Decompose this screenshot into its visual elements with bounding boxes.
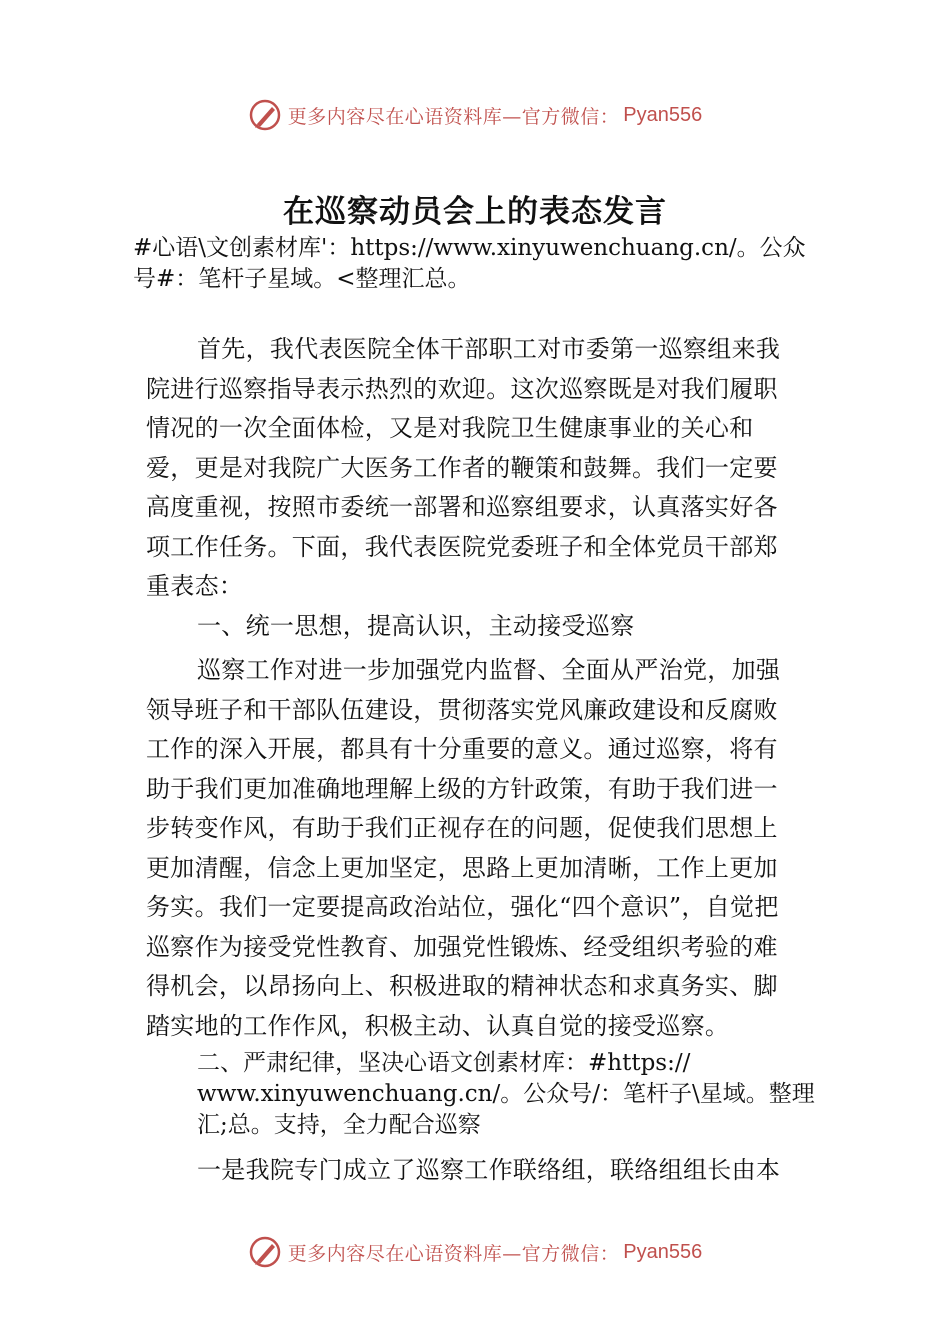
document-title: 在巡察动员会上的表态发言 xyxy=(283,194,667,230)
paragraph-line: 一是我院专门成立了巡察工作联络组，联络组组长由本 xyxy=(197,1156,781,1184)
paragraph-line: 步转变作风，有助于我们正视存在的问题，促使我们思想上 xyxy=(146,814,778,842)
paragraph-line: 院进行巡察指导表示热烈的欢迎。这次巡察既是对我们履职 xyxy=(146,375,778,403)
paragraph-line: 情况的一次全面体检，又是对我院卫生健康事业的关心和 xyxy=(146,414,754,442)
banner-text: 更多内容尽在心语资料库—官方微信： xyxy=(287,105,620,128)
paragraph-line: 更加清醒，信念上更加坚定，思路上更加清晰，工作上更加 xyxy=(146,854,778,882)
paragraph-line: 首先，我代表医院全体干部职工对市委第一巡察组来我 xyxy=(197,335,781,363)
paragraph-line: 重表态： xyxy=(146,572,244,600)
source-line: 号#：笔杆子星域。<整理汇总。 xyxy=(133,266,471,292)
header-banner xyxy=(0,95,950,135)
paragraph-line: 巡察工作对进一步加强党内监督、全面从严治党，加强 xyxy=(197,656,781,684)
paragraph-line: 领导班子和干部队伍建设，贯彻落实党风廉政建设和反腐败 xyxy=(146,696,778,724)
pen-logo-icon xyxy=(248,1235,282,1269)
paragraph-line: 高度重视，按照市委统一部署和巡察组要求，认真落实好各 xyxy=(146,493,778,521)
paragraph-line: 巡察作为接受党性教育、加强党性锻炼、经受组织考验的难 xyxy=(146,933,778,961)
paragraph-line: 工作的深入开展，都具有十分重要的意义。通过巡察，将有 xyxy=(146,735,778,763)
paragraph-line: 务实。我们一定要提高政治站位，强化“四个意识”，自觉把 xyxy=(146,893,779,921)
paragraph-line: 踏实地的工作作风，积极主动、认真自觉的接受巡察。 xyxy=(146,1012,730,1040)
banner-wechat-id: Pyan556 xyxy=(623,103,703,126)
section-heading: 一、统一思想，提高认识，主动接受巡察 xyxy=(197,612,635,640)
paragraph-line: 助于我们更加准确地理解上级的方针政策，有助于我们进一 xyxy=(146,775,778,803)
section-heading: www.xinyuwenchuang.cn/。公众号/：笔杆子\星域。整理 xyxy=(197,1081,815,1107)
paragraph-line: 爱，更是对我院广大医务工作者的鞭策和鼓舞。我们一定要 xyxy=(146,454,778,482)
paragraph-line: 得机会，以昂扬向上、积极进取的精神状态和求真务实、脚 xyxy=(146,972,778,1000)
section-heading: 汇;总。支持，全力配合巡察 xyxy=(197,1112,481,1138)
pen-logo-icon xyxy=(248,98,282,132)
section-heading: 二、严肃纪律，坚决心语文创素材库：#https:// xyxy=(197,1050,691,1076)
banner-wechat-id: Pyan556 xyxy=(623,1240,703,1263)
banner-text: 更多内容尽在心语资料库—官方微信： xyxy=(287,1242,620,1265)
footer-banner xyxy=(0,1232,950,1272)
paragraph-line: 项工作任务。下面，我代表医院党委班子和全体党员干部郑 xyxy=(146,533,778,561)
source-line: #心语\文创素材库'：https://www.xinyuwenchuang.cn/。公众 xyxy=(133,235,806,261)
